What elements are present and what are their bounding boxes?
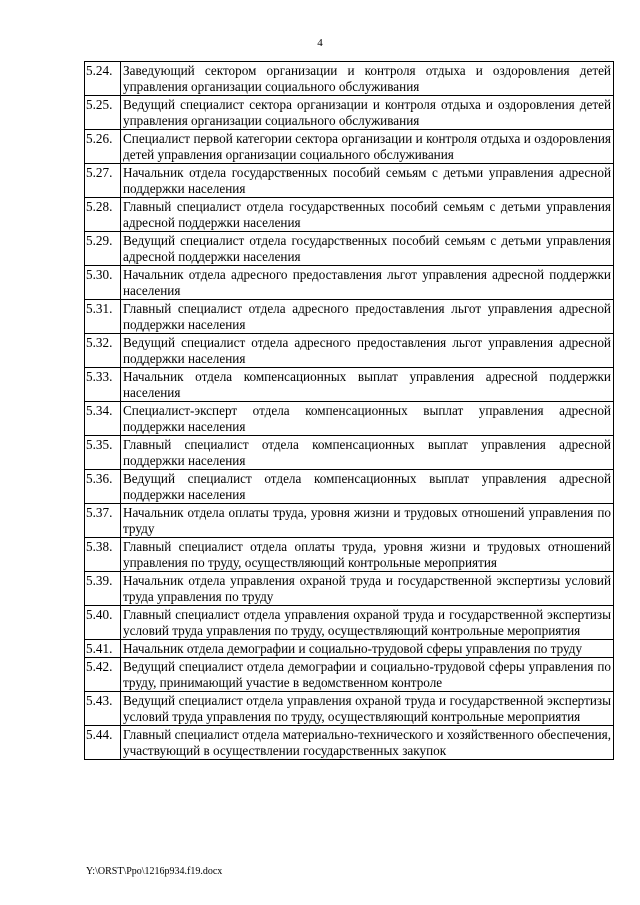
- row-number: 5.36.: [85, 470, 121, 504]
- table-row: [85, 726, 614, 760]
- table-row: [85, 232, 614, 266]
- position-title: Начальник отдела компенсационных выплат управления адресной поддержки населения: [121, 368, 614, 402]
- position-title: Главный специалист отдела материально-технического и хозяйственного обеспечения, участвующий в осуществлении государственных закупок: [121, 726, 614, 760]
- row-number: 5.44.: [85, 726, 121, 760]
- row-number: 5.27.: [85, 164, 121, 198]
- position-title: Ведущий специалист отдела компенсационных выплат управления адресной поддержки населения: [121, 470, 614, 504]
- row-number: 5.25.: [85, 96, 121, 130]
- position-title: Главный специалист отдела оплаты труда, уровня жизни и трудовых отношений управления по труду, осуществляющий контрольные мероприятия: [121, 538, 614, 572]
- row-number: 5.29.: [85, 232, 121, 266]
- position-title: Главный специалист отдела государственных пособий семьям с детьми управления адресной поддержки населения: [121, 198, 614, 232]
- table-row: [85, 538, 614, 572]
- row-number: 5.28.: [85, 198, 121, 232]
- row-number: 5.24.: [85, 62, 121, 96]
- row-number: 5.41.: [85, 640, 121, 658]
- table-row: [85, 300, 614, 334]
- table-row: [85, 606, 614, 640]
- position-title: Начальник отдела демографии и социально-трудовой сферы управления по труду: [121, 640, 614, 658]
- table-row: [85, 402, 614, 436]
- table-row: [85, 658, 614, 692]
- position-title: Ведущий специалист отдела государственных пособий семьям с детьми управления адресной поддержки населения: [121, 232, 614, 266]
- position-title: Ведущий специалист отдела управления охраной труда и государственной экспертизы условий труда управления по труду, осуществляющий контрольные мероприятия: [121, 692, 614, 726]
- position-title: Заведующий сектором организации и контроля отдыха и оздоровления детей управления организации социального обслуживания: [121, 62, 614, 96]
- table-row: [85, 266, 614, 300]
- row-number: 5.32.: [85, 334, 121, 368]
- position-title: Начальник отдела оплаты труда, уровня жизни и трудовых отношений управления по труду: [121, 504, 614, 538]
- position-title: Специалист-эксперт отдела компенсационных выплат управления адресной поддержки населения: [121, 402, 614, 436]
- table-row: [85, 470, 614, 504]
- position-title: Главный специалист отдела управления охраной труда и государственной экспертизы условий труда управления по труду, осуществляющий контрольные мероприятия: [121, 606, 614, 640]
- table-row: [85, 692, 614, 726]
- position-title: Начальник отдела управления охраной труда и государственной экспертизы условий труда управления по труду: [121, 572, 614, 606]
- row-number: 5.31.: [85, 300, 121, 334]
- positions-table-body: [85, 62, 614, 760]
- table-row: [85, 62, 614, 96]
- row-number: 5.43.: [85, 692, 121, 726]
- row-number: 5.38.: [85, 538, 121, 572]
- table-row: [85, 368, 614, 402]
- row-number: 5.34.: [85, 402, 121, 436]
- row-number: 5.39.: [85, 572, 121, 606]
- row-number: 5.35.: [85, 436, 121, 470]
- table-row: [85, 572, 614, 606]
- row-number: 5.37.: [85, 504, 121, 538]
- position-title: Ведущий специалист отдела адресного предоставления льгот управления адресной поддержки населения: [121, 334, 614, 368]
- table-row: [85, 504, 614, 538]
- table-row: [85, 436, 614, 470]
- file-path-footer: Y:\ORST\Ppo\1216p934.f19.docx: [86, 866, 223, 877]
- row-number: 5.26.: [85, 130, 121, 164]
- position-title: Начальник отдела государственных пособий семьям с детьми управления адресной поддержки населения: [121, 164, 614, 198]
- position-title: Главный специалист отдела компенсационных выплат управления адресной поддержки населения: [121, 436, 614, 470]
- table-row: [85, 640, 614, 658]
- positions-table: [84, 61, 614, 760]
- position-title: Начальник отдела адресного предоставления льгот управления адресной поддержки населения: [121, 266, 614, 300]
- position-title: Специалист первой категории сектора организации и контроля отдыха и оздоровления детей управления организации социального обслуживания: [121, 130, 614, 164]
- page-number: 4: [317, 37, 323, 49]
- position-title: Главный специалист отдела адресного предоставления льгот управления адресной поддержки населения: [121, 300, 614, 334]
- row-number: 5.30.: [85, 266, 121, 300]
- table-row: [85, 130, 614, 164]
- row-number: 5.42.: [85, 658, 121, 692]
- table-row: [85, 96, 614, 130]
- row-number: 5.40.: [85, 606, 121, 640]
- row-number: 5.33.: [85, 368, 121, 402]
- table-row: [85, 164, 614, 198]
- table-row: [85, 334, 614, 368]
- position-title: Ведущий специалист сектора организации и контроля отдыха и оздоровления детей управления организации социального обслуживания: [121, 96, 614, 130]
- position-title: Ведущий специалист отдела демографии и социально-трудовой сферы управления по труду, принимающий участие в ведомственном контроле: [121, 658, 614, 692]
- table-row: [85, 198, 614, 232]
